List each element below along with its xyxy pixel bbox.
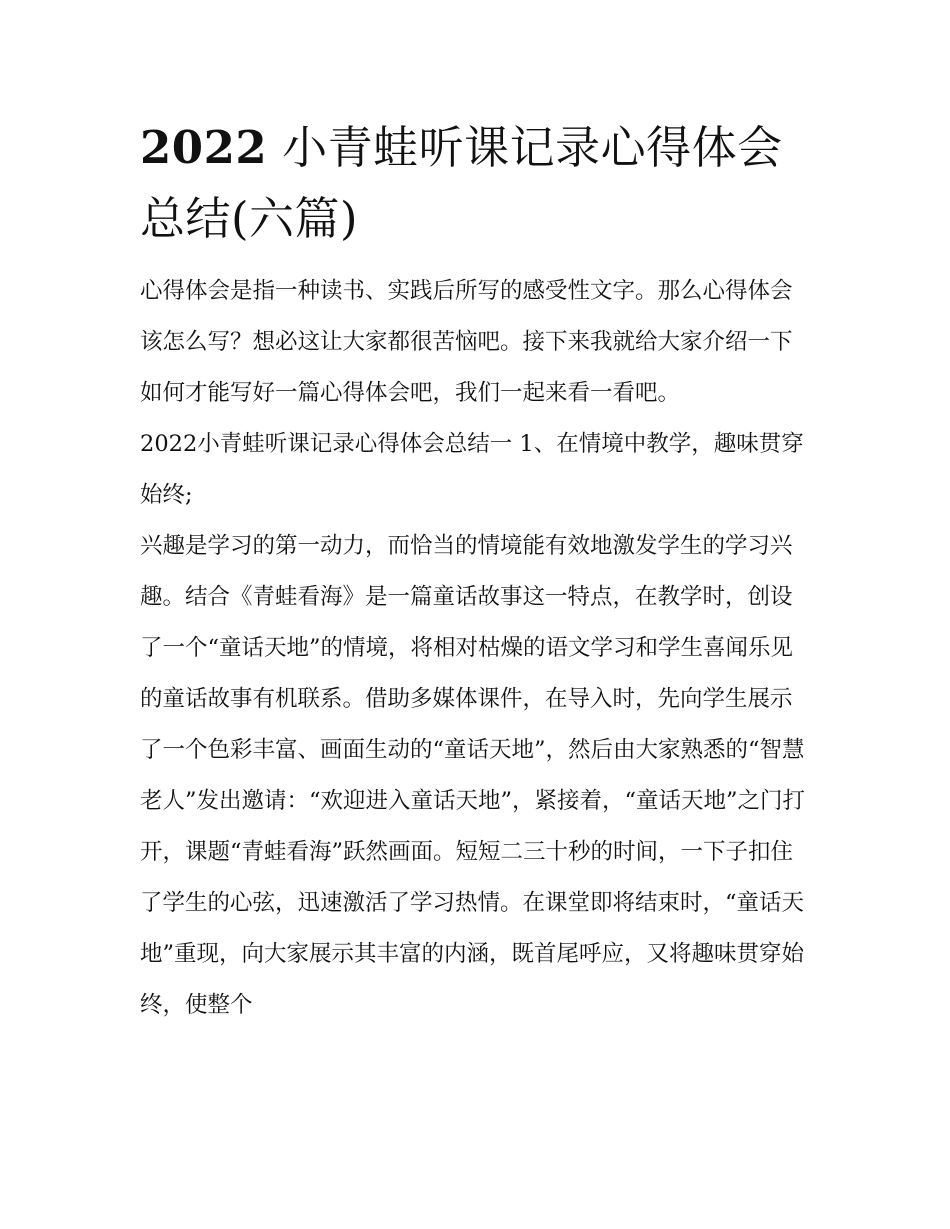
document-title xyxy=(140,112,812,254)
intro-paragraph: 心得体会是指一种读书、实践后所写的感受性文字。那么心得体会该怎么写？想必这让大家都很苦恼吧。接下来我就给大家介绍一下如何才能写好一篇心得体会吧，我们一起来看一看吧。 xyxy=(140,278,793,406)
title-text: 小青蛙听课记录心得体会总结(六篇) xyxy=(140,121,783,245)
section-heading-paragraph: 2022小青蛙听课记录心得体会总结一 1、在情境中教学，趣味贯穿始终; xyxy=(140,431,804,508)
body-paragraph: 兴趣是学习的第一动力，而恰当的情境能有效地激发学生的学习兴趣。结合《青蛙看海》是一篇童话故事这一特点，在教学时，创设了一个“童话天地”的情境，将相对枯燥的语文学习和学生喜闻乐见的童话故事有机联系。借助多媒体课件，在导入时，先向学生展示了一个色彩丰富、画面生动的“童话天地”，然后由大家熟悉的“智慧老人”发出邀请：“欢迎进入童话天地”，紧接着，“童话天地”之门打开，课题“青蛙看海”跃然画面。短短二三十秒的时间，一下子扣住了学生的心弦，迅速激活了学习热情。在课堂即将结束时，“童话天地”重现，向大家展示其丰富的内涵，既首尾呼应，又将趣味贯穿始终，使整个 xyxy=(140,533,806,1018)
document-body xyxy=(140,112,812,1031)
title-year: 2022 xyxy=(140,121,268,174)
